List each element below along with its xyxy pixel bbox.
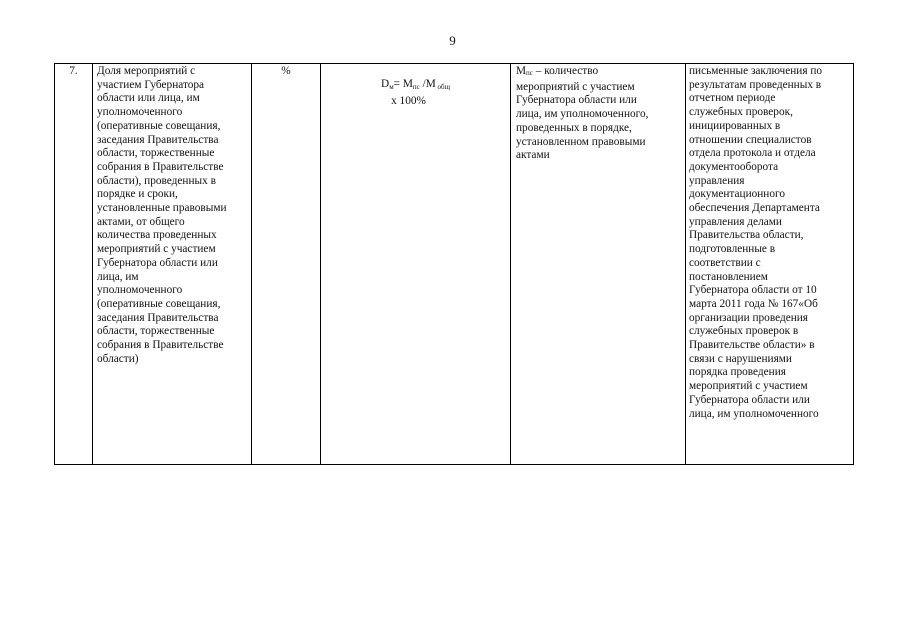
indicator-name-line: области, торжественные bbox=[97, 147, 215, 160]
indicator-name-line: области, торжественные bbox=[97, 325, 215, 338]
description-subscript: пс bbox=[526, 69, 533, 77]
indicator-name-line: собрания в Правительстве bbox=[97, 339, 224, 352]
indicator-name-line: заседания Правительства bbox=[97, 311, 219, 324]
source-line: отдела протокола и отдела bbox=[689, 147, 816, 160]
source-line: мероприятий с участием bbox=[689, 380, 808, 393]
formula-symbol: = M bbox=[393, 78, 413, 90]
indicator-name-line: лица, им bbox=[97, 270, 139, 283]
source-line: Губернатора области от 10 bbox=[689, 284, 817, 297]
source-line: постановлением bbox=[689, 270, 768, 283]
source-line: управления bbox=[689, 174, 745, 187]
indicator-name-line: Доля мероприятий с bbox=[97, 65, 196, 77]
source-line: подготовленные в bbox=[689, 243, 776, 256]
indicator-name-line: уполномоченного bbox=[97, 284, 183, 297]
indicator-name-line: количества проведенных bbox=[97, 229, 217, 242]
row-number: 7. bbox=[69, 65, 78, 77]
source-line: марта 2011 года № 167«Об bbox=[689, 297, 818, 310]
indicator-name-line: области) bbox=[97, 352, 139, 365]
indicator-table bbox=[54, 63, 854, 465]
indicator-name-line: установленные правовыми bbox=[97, 202, 227, 215]
source-line: Правительства области, bbox=[689, 229, 804, 242]
indicator-name-line: порядке и сроки, bbox=[97, 188, 178, 201]
source-line: служебных проверок, bbox=[689, 106, 793, 119]
source-line: Правительстве области» в bbox=[689, 339, 815, 352]
page-number: 9 bbox=[449, 33, 456, 48]
description-symbol: M bbox=[516, 65, 527, 77]
description-line: мероприятий с участием bbox=[516, 80, 635, 93]
indicator-name-line: (оперативные совещания, bbox=[97, 119, 221, 132]
formula-cell bbox=[321, 64, 511, 465]
formula-subscript: м bbox=[389, 83, 394, 91]
indicator-name-line: Губернатора области или bbox=[97, 256, 218, 269]
source-line: обеспечения Департамента bbox=[689, 202, 820, 215]
source-line: организации проведения bbox=[689, 311, 808, 324]
source-cell bbox=[686, 64, 854, 465]
unit-value: % bbox=[281, 65, 291, 77]
source-line: отношении специалистов bbox=[689, 133, 812, 146]
indicator-name-line: уполномоченного bbox=[97, 106, 183, 119]
indicator-name-line: участием Губернатора bbox=[97, 78, 205, 91]
indicator-name-line: (оперативные совещания, bbox=[97, 297, 221, 310]
indicator-name-line: мероприятий с участием bbox=[97, 243, 216, 256]
description-line: лица, им уполномоченного, bbox=[516, 108, 649, 121]
source-line: документооборота bbox=[689, 160, 779, 173]
source-line: управления делами bbox=[689, 215, 782, 228]
formula-line bbox=[321, 78, 510, 95]
formula-multiplier: х 100% bbox=[391, 94, 426, 107]
description-cell bbox=[511, 64, 686, 465]
indicator-name-line: актами, от общего bbox=[97, 215, 185, 228]
description-line bbox=[516, 65, 685, 81]
source-line: порядка проведения bbox=[689, 366, 786, 379]
row-number-cell bbox=[55, 64, 93, 465]
indicator-name-line: собрания в Правительстве bbox=[97, 160, 224, 173]
unit-cell bbox=[252, 64, 321, 465]
source-line: соответствии с bbox=[689, 256, 761, 269]
source-line: результатам проведенных в bbox=[689, 78, 822, 91]
indicator-name-line: области), проведенных в bbox=[97, 174, 216, 187]
source-line: инициированных в bbox=[689, 119, 781, 132]
formula-symbol: /M bbox=[419, 78, 436, 90]
indicator-name-line: заседания Правительства bbox=[97, 133, 219, 146]
indicator-name-cell bbox=[93, 64, 252, 465]
source-line: связи с нарушениями bbox=[689, 352, 792, 365]
formula-symbol: D bbox=[381, 78, 390, 90]
description-line: актами bbox=[516, 149, 550, 162]
source-line: Губернатора области или bbox=[689, 393, 810, 406]
source-line: документационного bbox=[689, 188, 786, 201]
description-text: – количество bbox=[532, 65, 599, 77]
source-line: отчетном периоде bbox=[689, 92, 776, 105]
description-line: Губернатора области или bbox=[516, 94, 637, 107]
formula-subscript: общ bbox=[435, 83, 450, 91]
indicator-name-line: области или лица, им bbox=[97, 92, 200, 105]
formula-subscript: пс bbox=[412, 83, 420, 91]
table-row bbox=[55, 64, 854, 465]
source-line: письменные заключения по bbox=[689, 65, 823, 77]
source-line: лица, им уполномоченного bbox=[689, 407, 819, 420]
description-line: установленном правовыми bbox=[516, 135, 646, 148]
description-line: проведенных в порядке, bbox=[516, 121, 632, 134]
source-line: служебных проверок в bbox=[689, 325, 799, 338]
